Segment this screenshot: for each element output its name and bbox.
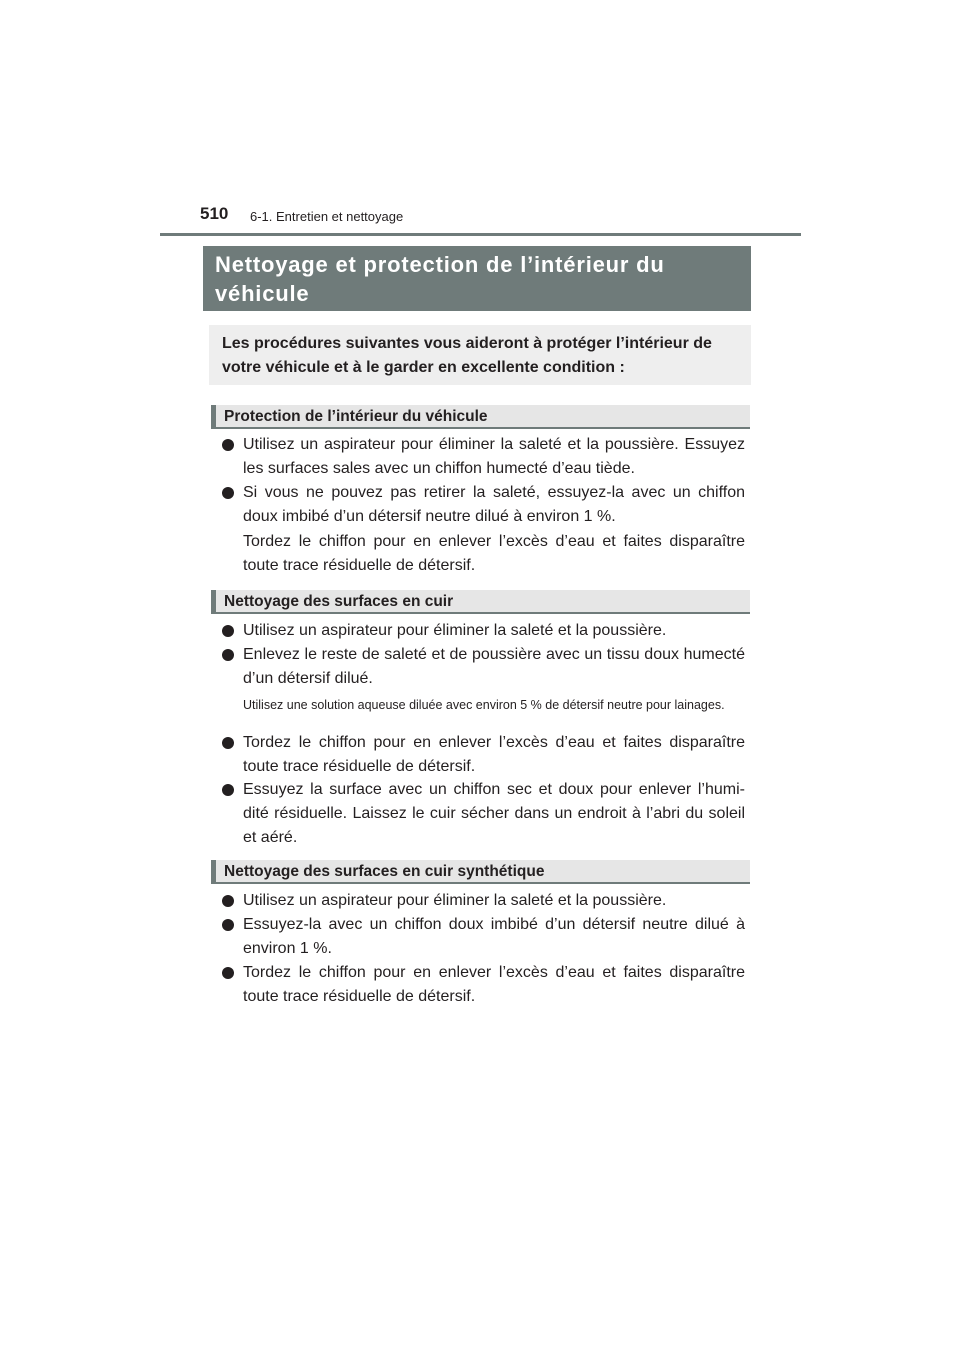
breadcrumb: 6-1. Entretien et nettoyage — [250, 209, 404, 224]
bullet-icon — [222, 439, 234, 451]
list-item-text: Utilisez un aspirateur pour éliminer la saleté et la poussière. — [243, 622, 667, 639]
bullet-icon — [222, 919, 234, 931]
list-item-text: Utilisez un aspirateur pour éliminer la saleté et la poussière. — [243, 892, 667, 909]
list-item — [222, 913, 745, 961]
bullet-icon — [222, 649, 234, 661]
bullet-icon — [222, 737, 234, 749]
list-item — [222, 619, 745, 643]
bullet-icon — [222, 967, 234, 979]
list-item — [222, 778, 745, 850]
list-item — [222, 889, 745, 913]
section-heading-label: Protection de l’intérieur du véhicule — [224, 408, 488, 425]
list-item — [222, 643, 745, 691]
continuation-paragraph: Tordez le chiffon pour en enlever l’excès d’eau et faites disparaître toute trace résiduelle de détersif. — [243, 533, 745, 574]
note-text: Utilisez une solution aqueuse diluée avec environ 5 % de détersif neutre pour lainages. — [243, 698, 725, 712]
list-item-text: Tordez le chiffon pour en enlever l’excès d’eau et faites disparaître toute trace résiduelle de détersif. — [243, 734, 745, 775]
list-item-text: Essuyez-la avec un chiffon doux imbibé d’un détersif neutre dilué à environ 1 %. — [243, 916, 745, 957]
list-item — [222, 481, 745, 529]
bullet-icon — [222, 895, 234, 907]
section-heading-leather — [211, 590, 750, 614]
section-heading-label: Nettoyage des surfaces en cuir — [224, 593, 454, 610]
list-item — [222, 961, 745, 1009]
intro-text: Les procédures suivantes vous aideront à protéger l’intérieur de votre véhicule et à le garder en excellente condition : — [222, 335, 712, 376]
page-number: 510 — [200, 204, 229, 223]
bullet-icon — [222, 625, 234, 637]
list-item — [222, 731, 745, 779]
section-heading-protection — [211, 405, 750, 429]
list-item — [222, 433, 745, 481]
title-banner — [203, 246, 751, 311]
list-item-text: Utilisez un aspirateur pour éliminer la saleté et la poussière. Essuyez les surfaces sales avec un chiffon humecté d’eau tiède. — [243, 436, 745, 477]
bullet-icon — [222, 784, 234, 796]
list-item-text: Enlevez le reste de saleté et de poussière avec un tissu doux humecté d’un détersif dilué. — [243, 646, 745, 687]
list-item-text: Si vous ne pouvez pas retirer la saleté, essuyez-la avec un chiffon doux imbibé d’un détersif neutre dilué à environ 1 %. — [243, 484, 745, 525]
intro-box — [209, 325, 751, 385]
section-heading-label: Nettoyage des surfaces en cuir synthétique — [224, 863, 545, 880]
page-title: Nettoyage et protection de l’intérieur du véhicule — [215, 252, 665, 306]
list-item-text: Essuyez la surface avec un chiffon sec et doux pour enlever l’humi-dité résiduelle. Laissez le cuir sécher dans un endroit à l’abri du soleil et aéré. — [243, 781, 745, 846]
header-divider — [160, 233, 801, 236]
section-heading-synthetic-leather — [211, 860, 750, 884]
bullet-icon — [222, 487, 234, 499]
list-item-text: Tordez le chiffon pour en enlever l’excès d’eau et faites disparaître toute trace résiduelle de détersif. — [243, 964, 745, 1005]
